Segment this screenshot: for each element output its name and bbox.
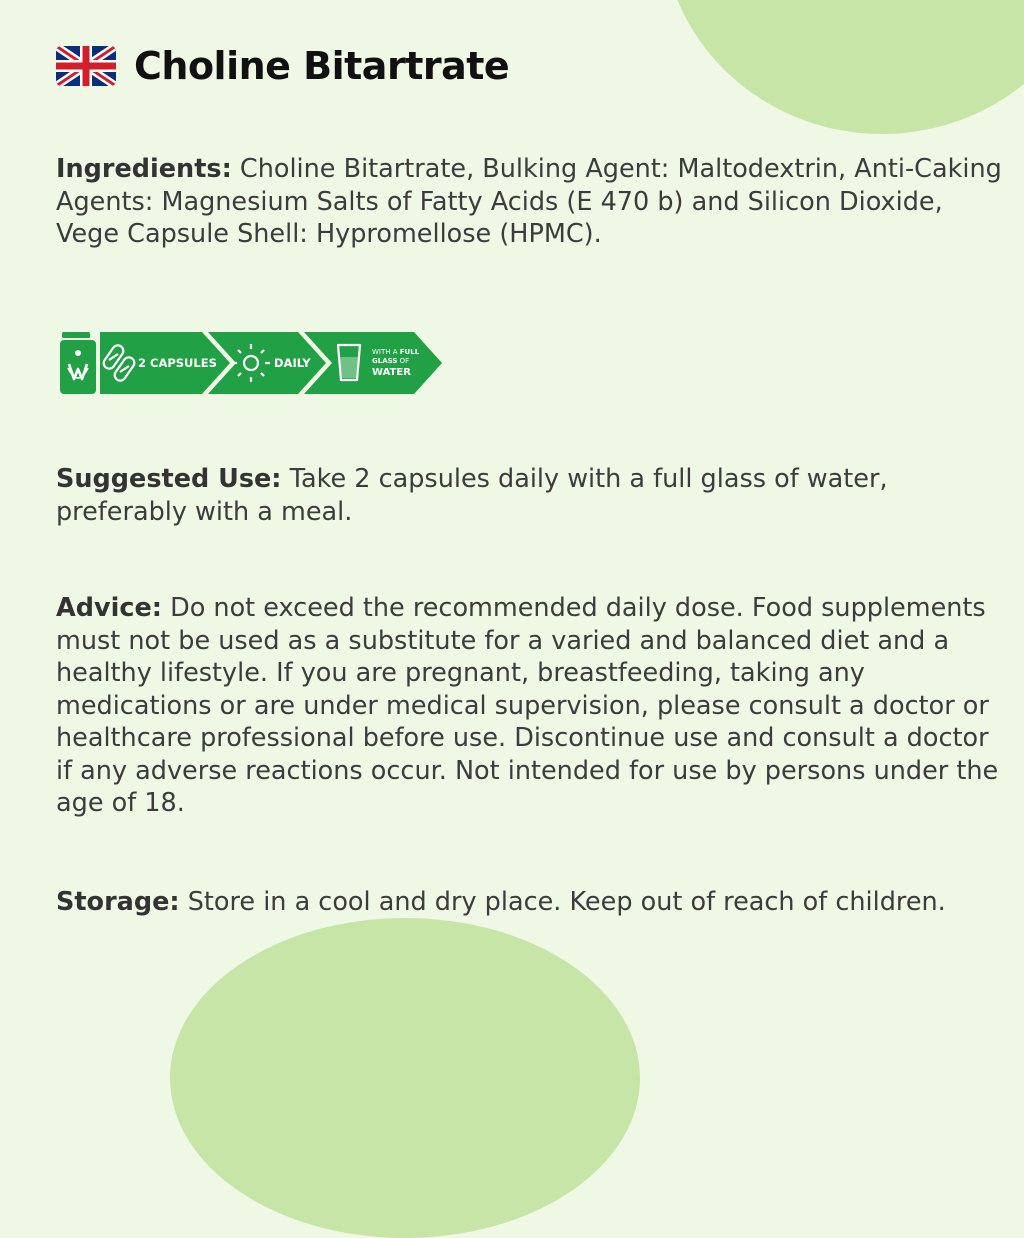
ingredients-section xyxy=(56,153,1006,251)
step-water-line1: WITH A FULL xyxy=(372,348,420,356)
step-daily-label: DAILY xyxy=(274,356,311,370)
storage-label: Storage: xyxy=(56,887,180,917)
suggested-use-section xyxy=(56,463,1006,528)
uk-flag-icon xyxy=(56,46,116,86)
step-water-line2: GLASS OF xyxy=(372,357,410,365)
decorative-blob-bottom xyxy=(170,918,640,1238)
advice-section xyxy=(56,592,1006,820)
dosage-banner xyxy=(58,330,443,396)
page-title: Choline Bitartrate xyxy=(134,44,510,88)
decorative-blob-top xyxy=(662,0,1024,134)
advice-text: Do not exceed the recommended daily dose. Food supplements must not be used as a substitute for a varied and balanced diet and a healthy lifestyle. If you are pregnant, breastfeeding, taking any medications or are under medical supervision, please consult a doctor or healthcare professional before use. Discontinue use and consult a doctor if any adverse reactions occur. Not intended for use by persons under the age of 18. xyxy=(56,593,999,818)
header xyxy=(56,44,509,88)
step-water-line3: WATER xyxy=(372,367,411,378)
storage-text: Store in a cool and dry place. Keep out of reach of children. xyxy=(187,887,946,917)
step-capsules-label: 2 CAPSULES xyxy=(138,356,217,370)
storage-section xyxy=(56,886,1006,919)
ingredients-label: Ingredients: xyxy=(56,154,232,184)
bottle-logo-icon xyxy=(60,332,96,394)
ingredients-text: Choline Bitartrate, Bulking Agent: Maltodextrin, Anti-Caking Agents: Magnesium Salts of Fatty Acids (E 470 b) and Silicon Dioxide, Vege Capsule Shell: Hypromellose (HPMC). xyxy=(56,154,1002,249)
dosage-banner-graphic xyxy=(58,330,443,396)
suggested-use-text: Take 2 capsules daily with a full glass of water, preferably with a meal. xyxy=(56,464,888,527)
suggested-use-label: Suggested Use: xyxy=(56,464,282,494)
advice-label: Advice: xyxy=(56,593,162,623)
